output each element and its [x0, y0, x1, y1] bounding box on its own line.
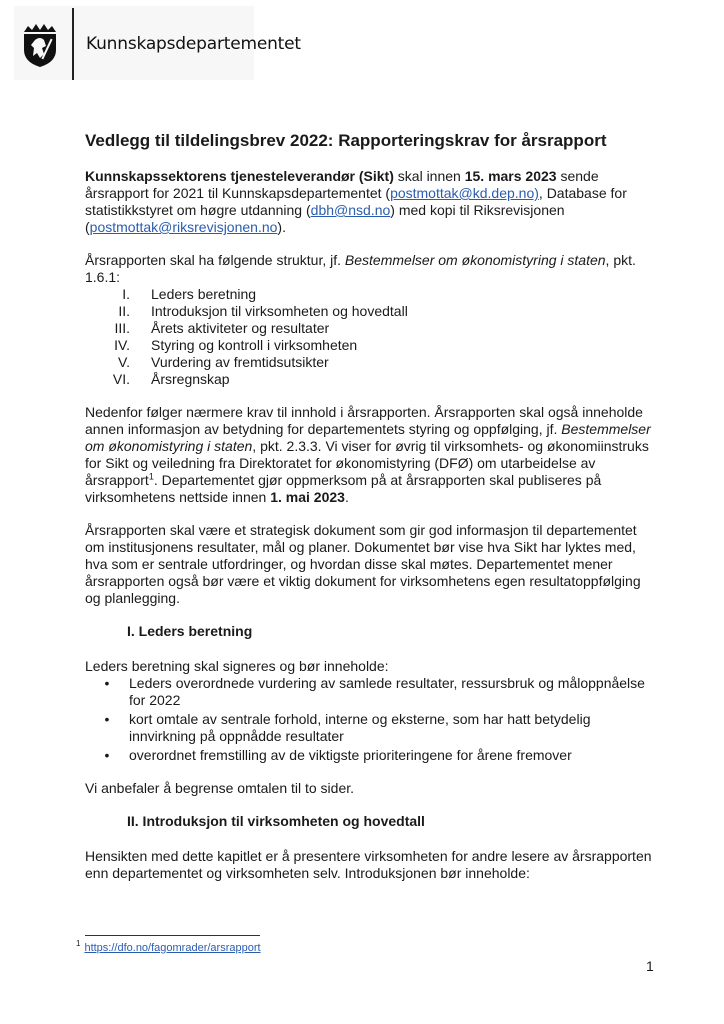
item-number: III.	[114, 320, 130, 336]
logo-divider	[72, 8, 74, 80]
structure-list	[85, 286, 655, 388]
email-link-kd[interactable]: postmottak@kd.dep.no)	[390, 185, 539, 201]
bullet-list	[85, 675, 655, 764]
org-name: Kunnskapssektorens tjenesteleverandør (Sikt)	[85, 168, 394, 184]
bullet-item	[85, 675, 655, 709]
paragraph-text: . Departementet gjør oppmerksom på at årsrapporten skal publiseres på virksomhetens nettside innen	[85, 472, 602, 505]
coat-of-arms-icon	[20, 18, 60, 68]
intro-text: ).	[277, 219, 286, 235]
strategy-paragraph: Årsrapporten skal være et strategisk dokument som gir god informasjon til departementet om institusjonens resultater, mål og planer. Dokumentet bør vise hva Sikt har lyktes med, hva som er sentrale utfordringer, og hvordan disse skal møtes. Departementet mener årsrapporten også bør være et viktig dokument for virksomhetens egen resultatoppfølging og planlegging.	[85, 522, 641, 606]
structure-text: , pkt. 1.6.1:	[85, 252, 636, 285]
structure-item	[85, 303, 655, 320]
item-text: Vurdering av fremtidsutsikter	[151, 354, 329, 370]
document-title: Vedlegg til tildelingsbrev 2022: Rapporteringskrav for årsrapport	[85, 131, 607, 150]
bullet-item	[85, 711, 655, 745]
email-link-dbh[interactable]: dbh@nsd.no	[310, 202, 391, 218]
item-number: V.	[118, 354, 130, 370]
item-number: II.	[118, 303, 130, 319]
bullet-icon: •	[104, 711, 110, 727]
structure-text: Årsrapporten skal ha følgende struktur, jf.	[85, 252, 345, 268]
section-closing: Vi anbefaler å begrense omtalen til to sider.	[85, 780, 355, 796]
footnote-number: 1	[76, 939, 81, 949]
bullet-icon: •	[104, 747, 110, 763]
bullet-text: Leders overordnede vurdering av samlede resultater, ressursbruk og måloppnåelse for 2022	[129, 675, 645, 708]
regulation-reference: Bestemmelser om økonomistyring i staten	[85, 421, 651, 454]
structure-paragraph	[85, 252, 655, 286]
bullet-text: overordnet fremstilling av de viktigste prioriteringene for årene fremover	[129, 747, 572, 763]
item-text: Styring og kontroll i virksomheten	[151, 337, 358, 353]
bullet-item	[85, 747, 655, 764]
intro-text: ) med kopi til Riksrevisjonen (	[85, 202, 565, 235]
footnote	[76, 939, 261, 954]
structure-item	[85, 320, 655, 337]
paragraph-text: Nedenfor følger nærmere krav til innhold i årsrapporten. Årsrapporten skal også inneholde annen informasjon av betydning for departementets styring og oppfølging, jf.	[85, 404, 643, 437]
item-text: Årets aktiviteter og resultater	[151, 320, 330, 336]
intro-text: , Database for statistikkstyret om høgre utdanning (	[85, 185, 627, 218]
section-intro-paragraph: Hensikten med dette kapitlet er å presentere virksomheten for andre lesere av årsrapporten enn departementet og virksomheten selv. Introduksjonen bør inneholde:	[85, 848, 652, 881]
item-text: Introduksjon til virksomheten og hovedtall	[151, 303, 408, 319]
structure-item	[85, 286, 655, 303]
paragraph-text: , pkt. 2.3.3. Vi viser for øvrig til virksomhets- og økonomiinstruks for Sikt og veiledning fra Direktoratet for økonomistyring (DFØ) om utarbeidelse av årsrapport	[85, 438, 649, 488]
section-heading-introduksjon: II. Introduksjon til virksomheten og hovedtall	[127, 813, 425, 829]
publish-date: 1. mai 2023	[270, 489, 345, 505]
intro-paragraph	[85, 168, 655, 236]
item-number: I.	[122, 286, 130, 302]
ministry-name: Kunnskapsdepartementet	[86, 34, 301, 54]
intro-text: sende årsrapport for 2021 til Kunnskapsdepartementet (	[85, 168, 599, 201]
section-lead: Leders beretning skal signeres og bør inneholde:	[85, 658, 389, 674]
footnote-link[interactable]: https://dfo.no/fagomrader/arsrapport	[84, 942, 261, 954]
item-text: Årsregnskap	[151, 371, 230, 387]
bullet-icon: •	[104, 675, 110, 691]
paragraph-text: .	[344, 489, 349, 505]
item-number: IV.	[114, 337, 130, 353]
structure-item	[85, 337, 655, 354]
item-number: VI.	[112, 371, 130, 387]
regulation-reference: Bestemmelser om økonomistyring i staten	[344, 252, 606, 268]
email-link-riksrevisjonen[interactable]: postmottak@riksrevisjonen.no	[89, 219, 278, 235]
item-text: Leders beretning	[151, 286, 257, 302]
footnote-divider	[85, 935, 260, 936]
structure-item	[85, 371, 655, 388]
intro-text: skal innen	[393, 168, 465, 184]
page-number: 1	[646, 958, 654, 974]
footnote-marker[interactable]: 1	[148, 471, 154, 482]
bullet-text: kort omtale av sentrale forhold, interne og eksterne, som har hatt betydelig innvirkning på oppnådde resultater	[129, 711, 591, 744]
ministry-logo	[14, 6, 301, 80]
requirements-paragraph	[85, 404, 655, 506]
structure-item	[85, 354, 655, 371]
document-body	[85, 131, 655, 898]
section-heading-leders-beretning: I. Leders beretning	[127, 623, 253, 639]
deadline-date: 15. mars 2023	[464, 168, 557, 184]
